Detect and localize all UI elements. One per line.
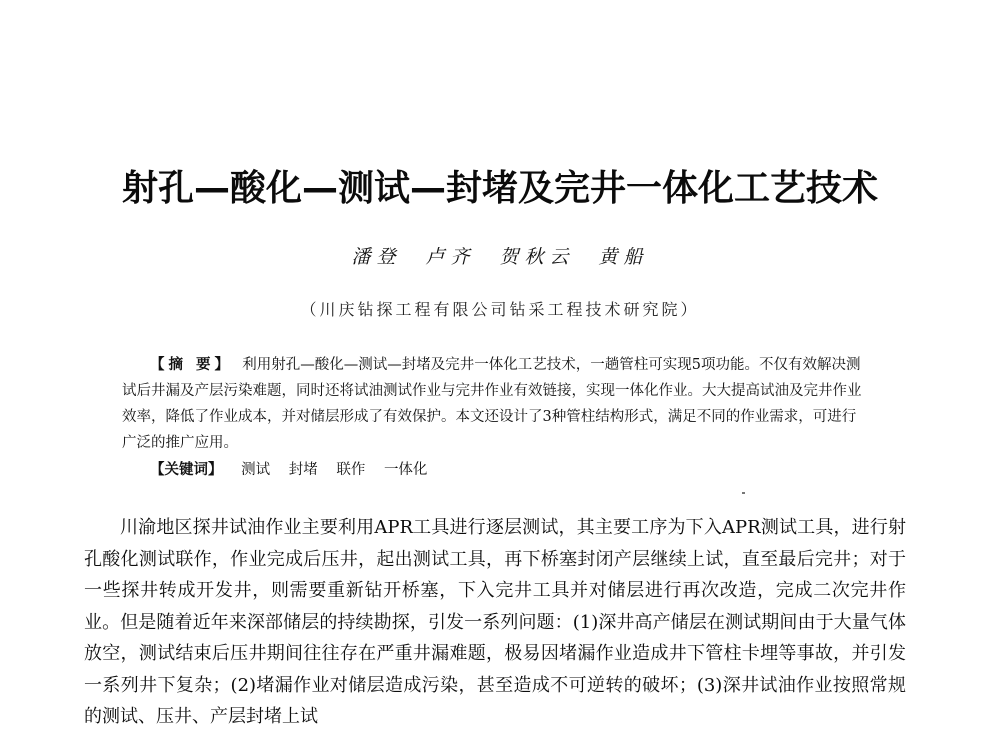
keyword: 一体化	[383, 462, 428, 478]
keywords	[150, 458, 427, 479]
body-paragraph: 川渝地区探井试油作业主要利用APR工具进行逐层测试，其主要工序为下入APR测试工具，进行射孔酸化测试联作，作业完成后压井，起出测试工具，再下桥塞封闭产层继续上试，直至最后完井；对于一些探井转成开发井，则需要重新钻开桥塞，下入完井工具并对储层进行再次改造，完成二次完井作业。但是随着近年来深部储层的持续勘探，引发一系列问题：(1)深井高产储层在测试期间由于大量气体放空，测试结束后压井期间往往存在严重井漏难题，极易因堵漏作业造成井下管柱卡埋等事故，并引发一系列井下复杂；(2)堵漏作业对储层造成污染，甚至造成不可逆转的破坏；(3)深井试油作业按照常规的测试、压井、产层封堵上试	[84, 517, 906, 727]
keyword: 测试	[241, 462, 271, 478]
author-list	[0, 242, 1000, 269]
body-text	[84, 512, 906, 733]
abstract-paragraph	[122, 352, 867, 456]
keyword: 联作	[336, 462, 366, 478]
author-name: 潘登	[351, 246, 402, 268]
author-affiliation: （川庆钻探工程有限公司钻采工程技术研究院）	[300, 300, 700, 319]
abstract	[122, 352, 867, 456]
keyword: 封堵	[288, 462, 318, 478]
author-name: 贺秋云	[499, 246, 575, 268]
author-name: 黄船	[598, 246, 649, 268]
paper-title: 射孔—酸化—测试—封堵及完井一体化工艺技术	[121, 168, 878, 209]
keywords-label: 【关键词】	[150, 462, 223, 478]
author-name: 卢齐	[425, 246, 476, 268]
abstract-text: 利用射孔—酸化—测试—封堵及完井一体化工艺技术，一趟管柱可实现5项功能。不仅有效解决测试后井漏及产层污染难题，同时还将试油测试作业与完井作业有效链接，实现一体化作业。大大提高试油及完井作业效率，降低了作业成本，并对储层形成了有效保护。本文还设计了3种管柱结构形式，满足不同的作业需求，可进行广泛的推广应用。	[122, 357, 862, 451]
abstract-label: 【摘 要】	[150, 357, 234, 373]
scan-speck	[742, 492, 745, 494]
